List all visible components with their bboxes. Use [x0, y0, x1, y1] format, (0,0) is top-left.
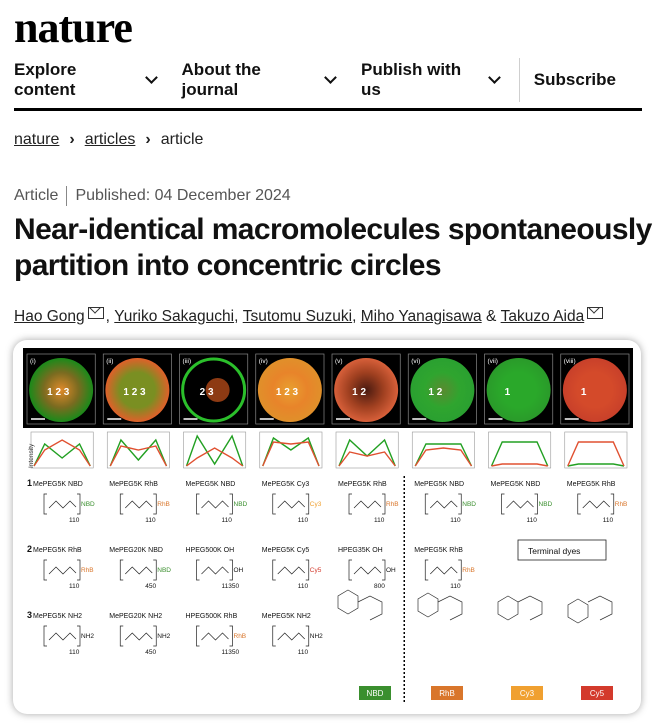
polymer-name: MePEG5K NBD	[414, 481, 465, 488]
repeat-bracket	[458, 560, 461, 580]
nav-about-label: About the journal	[181, 60, 261, 99]
meta-divider	[66, 186, 67, 206]
author-link[interactable]: Miho Yanagisawa	[360, 308, 482, 325]
end-group: OH	[233, 567, 244, 574]
repeat-bracket	[230, 626, 233, 646]
article-type: Article	[14, 187, 59, 204]
article-title: Near-identical macromolecules spontaneously partition into concentric circles	[14, 213, 652, 282]
figure-graphic	[13, 340, 641, 714]
dye-structure	[568, 599, 588, 623]
repeat-bracket	[197, 560, 200, 580]
chevron-down-icon	[145, 71, 158, 84]
repeat-bracket	[197, 494, 200, 514]
chevron-down-icon	[488, 71, 501, 84]
end-group: NH2	[309, 633, 323, 640]
dye-structure	[438, 596, 462, 620]
repeat-bracket	[120, 560, 123, 580]
intensity-axis-label: Intensity	[28, 443, 35, 468]
repeat-bracket	[44, 560, 47, 580]
dye-structure	[518, 596, 542, 620]
panel-label: (i)	[30, 358, 36, 365]
polymer-name: HPEG500K OH	[185, 547, 235, 554]
repeat-count: 110	[297, 583, 309, 590]
region-numbers: 1 2	[352, 387, 367, 398]
panel-label: (viii)	[563, 358, 576, 365]
polymer-name: MePEG5K Cy3	[261, 481, 310, 488]
repeat-bracket	[458, 494, 461, 514]
breadcrumb-separator-icon: ›	[145, 131, 151, 148]
repeat-count: 11350	[221, 583, 240, 590]
repeat-bracket	[382, 494, 385, 514]
repeat-bracket	[77, 494, 80, 514]
row-number: 2	[27, 544, 33, 554]
chain-bond	[202, 633, 229, 640]
author-link[interactable]: Tsutomu Suzuki	[242, 308, 353, 325]
repeat-count: 800	[374, 583, 385, 590]
repeat-bracket	[349, 494, 352, 514]
panel-label: (vi)	[411, 358, 421, 365]
polymer-name: MePEG5K NBD	[33, 481, 83, 488]
repeat-count: 110	[374, 517, 385, 524]
repeat-bracket	[578, 494, 581, 514]
micrograph-droplet	[563, 358, 627, 422]
region-numbers: 1	[504, 387, 511, 398]
repeat-count: 110	[602, 517, 614, 524]
nav-subscribe[interactable]: Subscribe	[533, 70, 616, 89]
chain-bond	[430, 567, 457, 574]
repeat-count: 110	[297, 649, 309, 656]
polymer-name: MePEG5K NBD	[490, 481, 541, 488]
dye-label: NBD	[366, 689, 384, 698]
repeat-bracket	[197, 626, 200, 646]
end-group: RhB	[462, 567, 475, 574]
repeat-bracket	[44, 494, 47, 514]
dye-structure	[588, 596, 612, 620]
nav-publish-label: Publish with us	[360, 60, 462, 99]
article-meta	[14, 186, 291, 206]
micrograph-droplet	[487, 358, 551, 422]
row-number: 1	[27, 478, 33, 488]
repeat-count: 110	[297, 517, 309, 524]
chain-bond	[354, 567, 381, 574]
repeat-count: 110	[221, 517, 232, 524]
panel-label: (iii)	[182, 358, 192, 365]
repeat-count: 11350	[221, 649, 240, 656]
nav-explore-content[interactable]	[14, 60, 156, 100]
repeat-bracket	[611, 494, 614, 514]
polymer-name: MePEG5K NH2	[261, 613, 311, 620]
email-icon[interactable]	[88, 307, 104, 319]
end-group: Cy5	[309, 567, 322, 574]
breadcrumb-current: article	[160, 131, 204, 148]
repeat-bracket	[306, 560, 309, 580]
repeat-bracket	[349, 560, 352, 580]
end-group: RhB	[157, 501, 170, 508]
chain-bond	[125, 501, 152, 508]
chain-bond	[354, 501, 381, 508]
dye-structure	[358, 596, 382, 620]
row-number: 3	[27, 610, 33, 620]
repeat-bracket	[382, 560, 385, 580]
repeat-count: 450	[145, 583, 157, 590]
repeat-bracket	[120, 494, 123, 514]
chain-bond	[507, 501, 534, 508]
repeat-bracket	[535, 494, 538, 514]
panel-label: (v)	[335, 358, 343, 365]
repeat-bracket	[77, 626, 80, 646]
polymer-name: MePEG5K NBD	[185, 481, 236, 488]
dye-structure	[418, 593, 438, 617]
repeat-count: 110	[69, 583, 80, 590]
end-group: Cy3	[309, 501, 322, 508]
polymer-name: MePEG5K RhB	[109, 481, 158, 488]
repeat-count: 110	[145, 517, 156, 524]
end-group: RhB	[614, 501, 628, 508]
end-group: NH2	[157, 633, 171, 640]
repeat-bracket	[77, 560, 80, 580]
region-numbers: 1 2 3	[275, 387, 299, 398]
repeat-bracket	[153, 626, 156, 646]
polymer-name: MePEG5K RhB	[338, 481, 387, 488]
dye-structure	[498, 596, 518, 620]
dye-label: RhB	[439, 689, 455, 698]
author-link[interactable]: Yuriko Sakaguchi	[114, 308, 235, 325]
polymer-name: MePEG5K RhB	[414, 547, 463, 554]
terminal-dyes-label: Terminal dyes	[528, 546, 581, 556]
end-group: OH	[386, 567, 396, 574]
chevron-down-icon	[324, 71, 337, 84]
end-group: NBD	[538, 501, 553, 508]
region-numbers: 1	[580, 387, 587, 398]
end-group: NBD	[233, 501, 248, 508]
chain-bond	[278, 567, 305, 574]
nav-about-journal[interactable]	[182, 60, 335, 100]
repeat-count: 110	[450, 517, 461, 524]
polymer-name: MePEG5K Cy5	[261, 547, 310, 554]
email-icon[interactable]	[587, 307, 603, 319]
breadcrumb-home[interactable]: nature	[14, 131, 60, 148]
repeat-bracket	[120, 626, 123, 646]
breadcrumb	[14, 131, 203, 149]
nav-publish-with-us[interactable]	[361, 60, 499, 100]
repeat-bracket	[153, 560, 156, 580]
polymer-name: MePEG5K RhB	[33, 547, 82, 554]
nature-logo[interactable]: nature	[14, 3, 132, 52]
nav-divider	[519, 58, 520, 102]
repeat-bracket	[425, 494, 428, 514]
repeat-bracket	[306, 494, 309, 514]
end-group: NBD	[157, 567, 171, 574]
polymer-name: MePEG20K NH2	[109, 613, 163, 620]
end-group: NBD	[81, 501, 95, 508]
chain-bond	[430, 501, 457, 508]
author-list: Hao Gong , Yuriko Sakaguchi , Tsutomu Suzuki , Miho Yanagisawa & Takuzo Aida	[14, 307, 605, 327]
end-group: RhB	[386, 501, 399, 508]
repeat-bracket	[273, 494, 276, 514]
main-nav	[14, 52, 642, 111]
author-link[interactable]: Takuzo Aida	[500, 308, 585, 325]
panel-label: (vii)	[487, 358, 498, 365]
repeat-bracket	[306, 626, 309, 646]
end-group: RhB	[233, 633, 247, 640]
region-numbers: 1 2 3	[123, 387, 146, 398]
polymer-name: MePEG20K NBD	[109, 547, 163, 554]
nav-explore-label: Explore content	[14, 60, 77, 99]
chain-bond	[49, 633, 76, 640]
panel-label: (iv)	[258, 358, 268, 365]
repeat-count: 110	[69, 649, 80, 656]
region-numbers: 2 3	[199, 387, 214, 398]
polymer-name: MePEG5K NH2	[33, 613, 83, 620]
repeat-count: 110	[526, 517, 537, 524]
dye-label: Cy5	[589, 689, 605, 698]
repeat-bracket	[230, 494, 233, 514]
chain-bond	[49, 501, 76, 508]
repeat-bracket	[502, 494, 505, 514]
dye-label: Cy3	[519, 689, 535, 698]
end-group: RhB	[81, 567, 94, 574]
author-and: &	[485, 308, 497, 325]
chain-bond	[49, 567, 76, 574]
repeat-bracket	[273, 626, 276, 646]
micrograph-droplet	[334, 358, 398, 422]
chain-bond	[125, 633, 152, 640]
end-group: NBD	[462, 501, 476, 508]
repeat-count: 450	[145, 649, 157, 656]
repeat-bracket	[44, 626, 47, 646]
polymer-name: HPEG35K OH	[338, 547, 383, 554]
dye-structure	[338, 590, 358, 614]
repeat-count: 110	[69, 517, 80, 524]
repeat-bracket	[425, 560, 428, 580]
chain-bond	[278, 633, 305, 640]
panel-label: (ii)	[106, 358, 114, 365]
polymer-name: HPEG500K RhB	[185, 613, 238, 620]
published-date: Published: 04 December 2024	[75, 187, 291, 204]
end-group: NH2	[81, 633, 95, 640]
breadcrumb-articles[interactable]: articles	[84, 131, 136, 148]
repeat-bracket	[273, 560, 276, 580]
repeat-count: 110	[450, 583, 461, 590]
repeat-bracket	[230, 560, 233, 580]
chain-bond	[202, 501, 229, 508]
chain-bond	[278, 501, 305, 508]
author-link[interactable]: Hao Gong	[14, 308, 85, 325]
repeat-bracket	[153, 494, 156, 514]
region-numbers: 1 2 3	[47, 387, 70, 398]
region-numbers: 1 2	[428, 387, 443, 398]
chain-bond	[583, 501, 610, 508]
polymer-name: MePEG5K RhB	[566, 481, 616, 488]
article-figure[interactable]	[13, 340, 641, 714]
breadcrumb-separator-icon: ›	[69, 131, 75, 148]
chain-bond	[125, 567, 152, 574]
micrograph-droplet	[410, 358, 474, 422]
chain-bond	[202, 567, 229, 574]
